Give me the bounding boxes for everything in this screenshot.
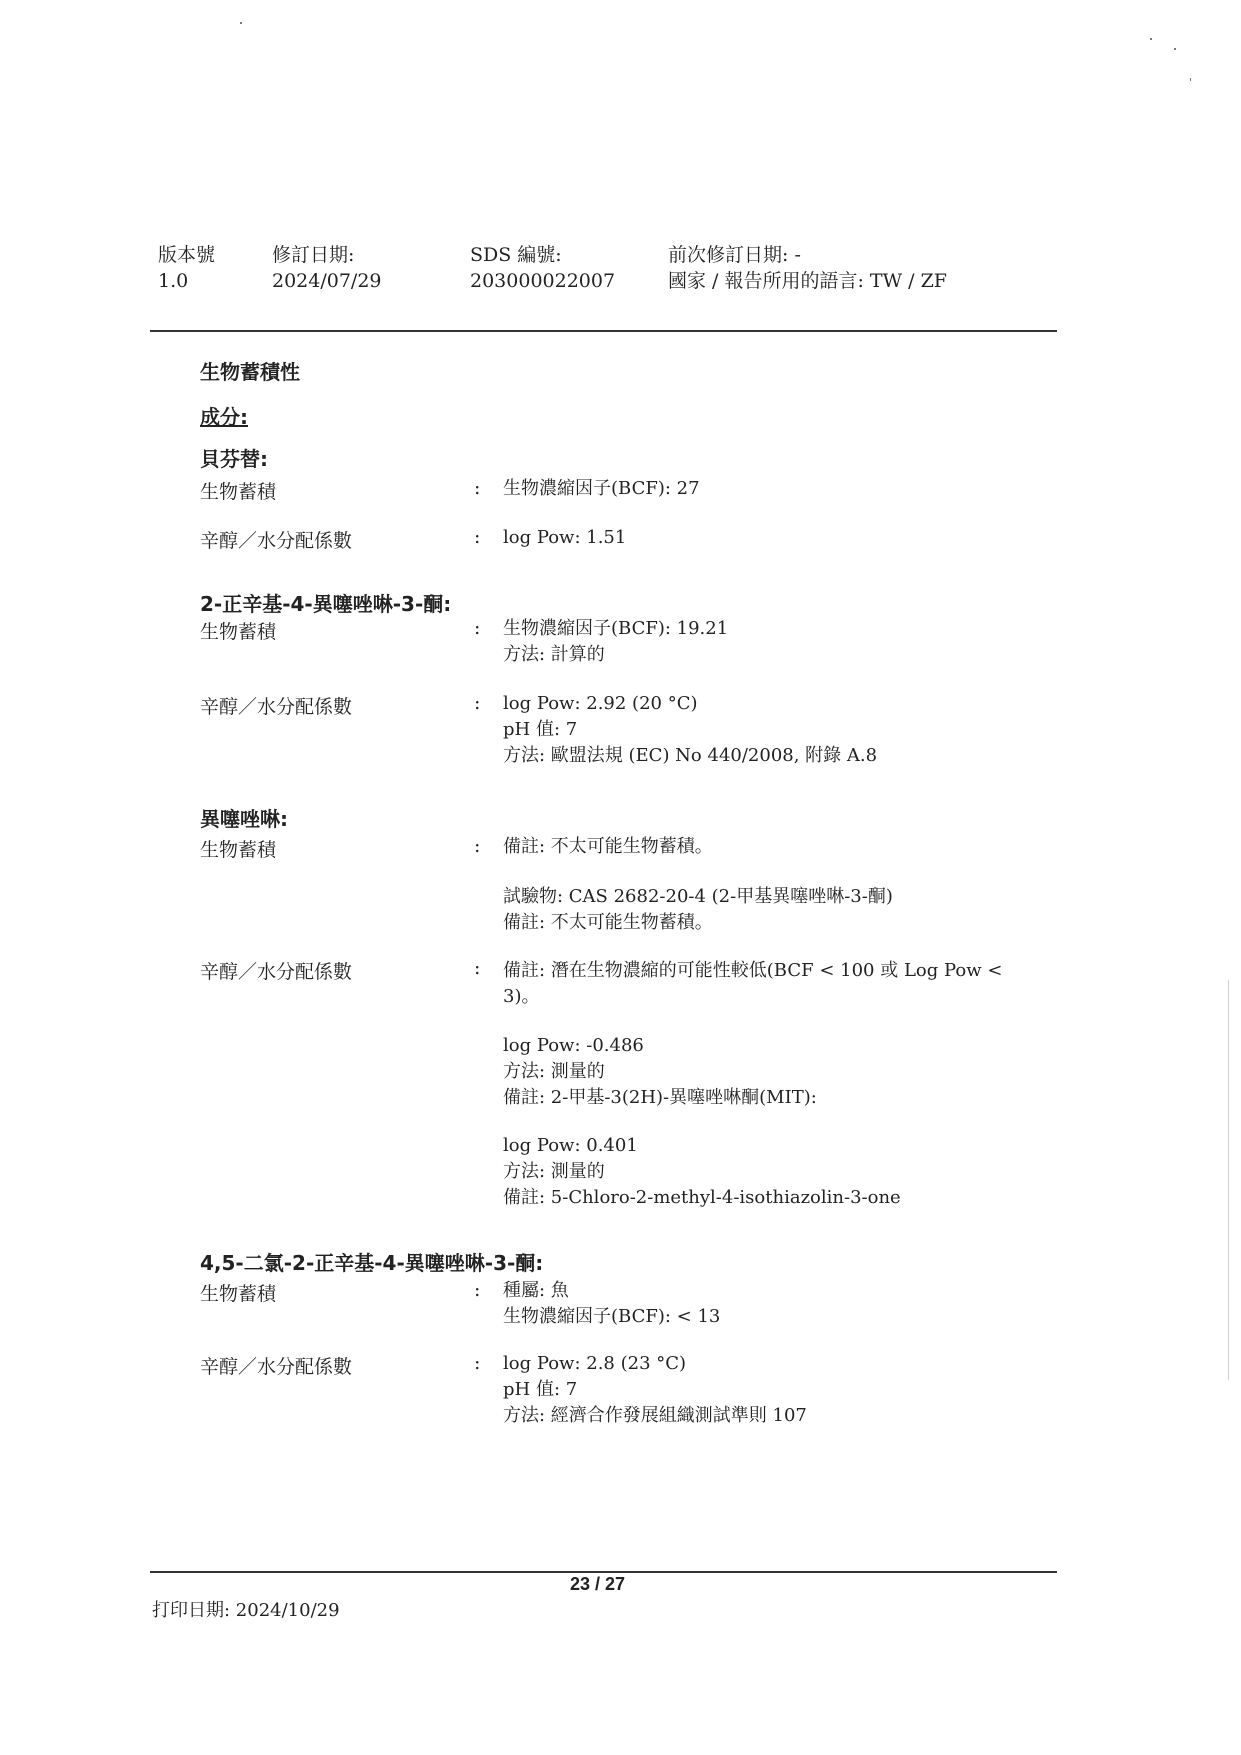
- section-title: 生物蓄積性: [200, 360, 300, 384]
- value-line: pH 值: 7: [503, 1379, 578, 1400]
- component-name: 貝芬替:: [200, 447, 268, 471]
- row-colon: :: [474, 1279, 481, 1301]
- sds-value: 203000022007: [470, 270, 616, 292]
- value-line: 生物濃縮因子(BCF): 19.21: [503, 618, 729, 639]
- row-value: [503, 525, 1023, 551]
- scan-speck: [1150, 38, 1152, 40]
- scan-speck: [1174, 48, 1176, 50]
- row-label: 生物蓄積: [200, 621, 277, 643]
- row-label: 生物蓄積: [200, 1283, 277, 1305]
- footer-divider: [150, 1571, 1057, 1573]
- value-line: log Pow: 2.92 (20 °C): [503, 693, 698, 714]
- scan-speck: [1190, 78, 1191, 81]
- row-value: [503, 1033, 1023, 1111]
- row-label: 生物蓄積: [200, 481, 277, 503]
- scan-speck: [240, 22, 242, 24]
- value-line: 方法: 測量的: [503, 1061, 605, 1082]
- sds-block: [470, 242, 615, 294]
- value-line: 備註: 不太可能生物蓄積。: [503, 912, 713, 933]
- row-colon: :: [474, 692, 481, 714]
- value-line: log Pow: 1.51: [503, 527, 627, 548]
- components-label: 成分:: [200, 405, 248, 429]
- row-label: 辛醇／水分配係數: [200, 530, 353, 552]
- value-line: 方法: 經濟合作發展組織測試準則 107: [503, 1405, 807, 1426]
- value-line: 備註: 不太可能生物蓄積。: [503, 836, 713, 857]
- row-value: [503, 691, 1023, 769]
- row-value: [503, 834, 1023, 860]
- version-block: [158, 242, 215, 294]
- row-colon: :: [474, 617, 481, 639]
- row-colon: :: [474, 1352, 481, 1374]
- component-name: 4,5-二氯-2-正辛基-4-異噻唑啉-3-酮:: [200, 1251, 544, 1275]
- row-value: [503, 616, 1023, 668]
- row-colon: :: [474, 835, 481, 857]
- value-line: 試驗物: CAS 2682-20-4 (2-甲基異噻唑啉-3-酮): [503, 886, 893, 907]
- row-value: [503, 1351, 1023, 1429]
- row-label: 辛醇／水分配係數: [200, 961, 353, 983]
- row-value: [503, 476, 1023, 502]
- prev-revision-block: [668, 242, 947, 294]
- sds-label: SDS 編號:: [470, 244, 562, 266]
- header-divider: [150, 330, 1057, 332]
- row-colon: :: [474, 477, 481, 499]
- component-name: 異噻唑啉:: [200, 807, 288, 831]
- component-name: 2-正辛基-4-異噻唑啉-3-酮:: [200, 592, 452, 616]
- version-label: 版本號: [158, 244, 216, 266]
- value-line: log Pow: 2.8 (23 °C): [503, 1353, 687, 1374]
- value-line: 備註: 2-甲基-3(2H)-異噻唑啉酮(MIT):: [503, 1087, 817, 1108]
- row-label: 辛醇／水分配係數: [200, 1356, 353, 1378]
- revision-label: 修訂日期:: [272, 244, 355, 266]
- value-line: 方法: 歐盟法規 (EC) No 440/2008, 附錄 A.8: [503, 745, 878, 766]
- value-line: pH 值: 7: [503, 719, 578, 740]
- country-language: 國家 / 報告所用的語言: TW / ZF: [668, 270, 947, 292]
- value-line: 方法: 測量的: [503, 1161, 605, 1182]
- revision-value: 2024/07/29: [272, 270, 382, 292]
- value-line: 生物濃縮因子(BCF): < 13: [503, 1306, 721, 1327]
- row-value: [503, 884, 1023, 936]
- prev-revision: 前次修訂日期: -: [668, 244, 801, 266]
- row-label: 辛醇／水分配係數: [200, 696, 353, 718]
- revision-block: [272, 242, 382, 294]
- row-value: [503, 1278, 1023, 1330]
- value-line: 種屬: 魚: [503, 1280, 569, 1301]
- value-line: 備註: 5-Chloro-2-methyl-4-isothiazolin-3-one: [503, 1187, 901, 1208]
- value-line: log Pow: 0.401: [503, 1135, 638, 1156]
- row-colon: :: [474, 526, 481, 548]
- row-label: 生物蓄積: [200, 839, 277, 861]
- page-number: 23 / 27: [570, 1574, 626, 1594]
- scan-edge-line: [1228, 980, 1229, 1380]
- print-date: 打印日期: 2024/10/29: [152, 1600, 340, 1621]
- value-line: log Pow: -0.486: [503, 1035, 644, 1056]
- value-line: 方法: 計算的: [503, 644, 605, 665]
- value-line: 備註: 潛在生物濃縮的可能性較低(BCF < 100 或 Log Pow < 3)。: [503, 960, 1003, 1007]
- row-colon: :: [474, 957, 481, 979]
- row-value: [503, 1133, 1023, 1211]
- version-value: 1.0: [158, 270, 189, 292]
- value-line: 生物濃縮因子(BCF): 27: [503, 478, 700, 499]
- row-value: [503, 958, 1023, 1010]
